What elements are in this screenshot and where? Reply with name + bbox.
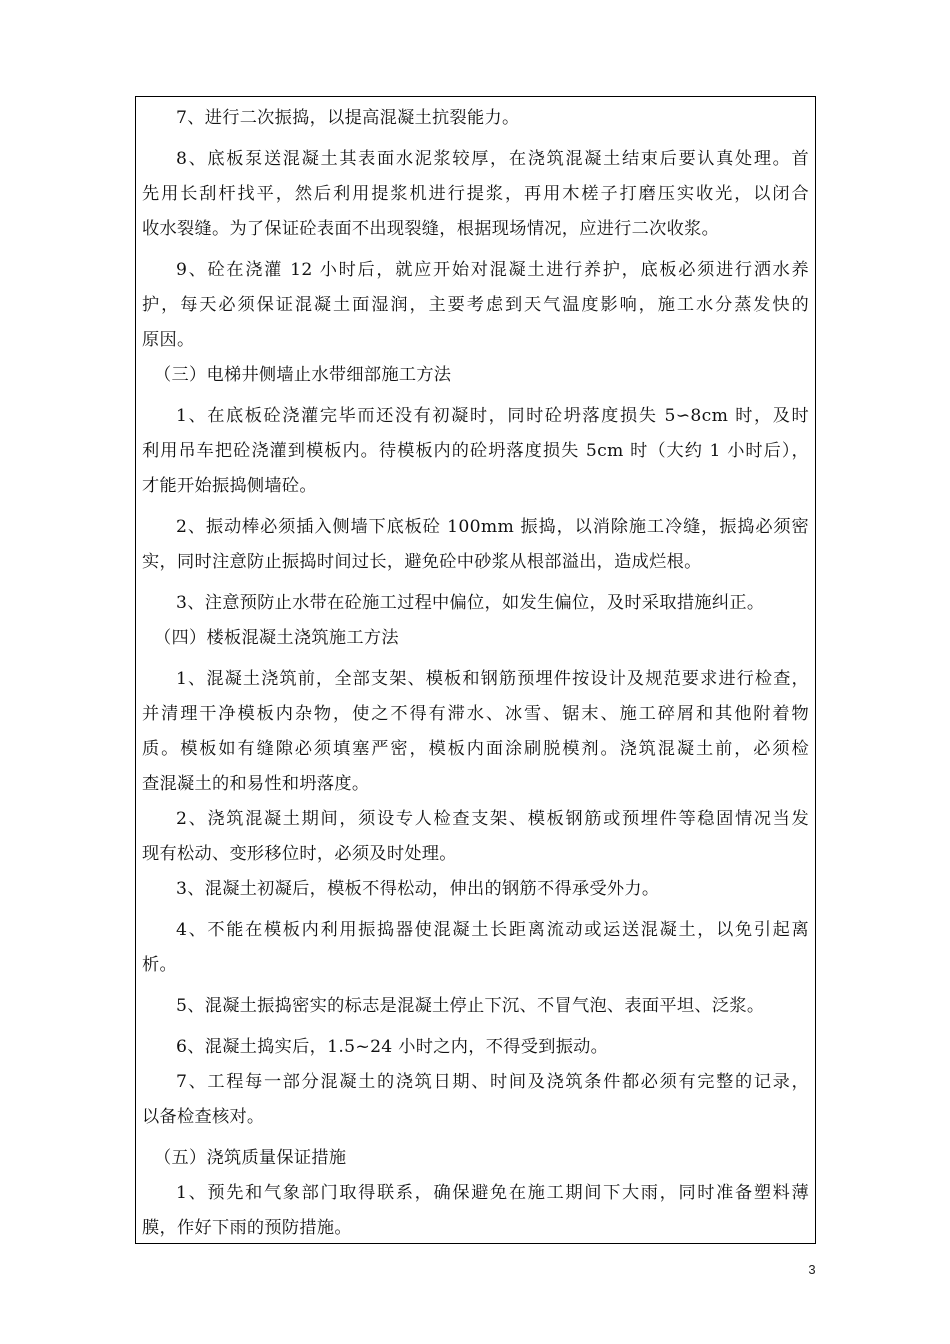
- section-heading: （四）楼板混凝土浇筑施工方法: [154, 628, 399, 648]
- text-line: 收水裂缝。为了保证砼表面不出现裂缝，根据现场情况，应进行二次收浆。: [142, 219, 720, 239]
- text-line: 9、砼在浇灌 12 小时后，就应开始对混凝土进行养护，底板必须进行洒水养: [176, 260, 809, 280]
- text-line: 1、在底板砼浇灌完毕而还没有初凝时，同时砼坍落度损失 5∽8cm 时，及时: [176, 406, 809, 426]
- text-line: 2、浇筑混凝土期间，须设专人检查支架、模板钢筋或预埋件等稳固情况当发: [176, 809, 809, 829]
- text-line: 利用吊车把砼浇灌到模板内。待模板内的砼坍落度损失 5cm 时（大约 1 小时后），: [142, 441, 809, 461]
- document-frame: [135, 96, 816, 1244]
- text-line: 2、振动棒必须插入侧墙下底板砼 100mm 振捣，以消除施工冷缝，振捣必须密: [176, 517, 809, 537]
- text-line: 3、混凝土初凝后，模板不得松动，伸出的钢筋不得承受外力。: [176, 879, 660, 899]
- text-line: 5、混凝土振捣密实的标志是混凝土停止下沉、不冒气泡、表面平坦、泛浆。: [176, 996, 765, 1016]
- text-line: 质。模板如有缝隙必须填塞严密，模板内面涂刷脱模剂。浇筑混凝土前，必须检: [142, 739, 809, 759]
- text-line: 以备检查核对。: [142, 1107, 265, 1127]
- text-line: 并清理干净模板内杂物，使之不得有滞水、冰雪、锯末、施工碎屑和其他附着物: [142, 704, 809, 724]
- text-line: 膜，作好下雨的预防措施。: [142, 1218, 352, 1238]
- text-line: 先用长刮杆找平，然后利用提浆机进行提浆，再用木槎子打磨压实收光，以闭合: [142, 184, 809, 204]
- text-line: 7、工程每一部分混凝土的浇筑日期、时间及浇筑条件都必须有完整的记录，: [176, 1072, 809, 1092]
- text-line: 4、不能在模板内利用振捣器使混凝土长距离流动或运送混凝土，以免引起离: [176, 920, 809, 940]
- text-line: 3、注意预防止水带在砼施工过程中偏位，如发生偏位，及时采取措施纠正。: [176, 593, 765, 613]
- text-line: 7、进行二次振捣，以提高混凝土抗裂能力。: [176, 108, 520, 128]
- text-line: 护，每天必须保证混凝土面湿润，主要考虑到天气温度影响，施工水分蒸发快的: [142, 295, 809, 315]
- document-body: [142, 101, 809, 1244]
- page-number: 3: [808, 1262, 816, 1277]
- text-line: 原因。: [142, 330, 195, 350]
- text-line: 才能开始振捣侧墙砼。: [142, 476, 317, 496]
- text-line: 查混凝土的和易性和坍落度。: [142, 774, 370, 794]
- text-line: 1、预先和气象部门取得联系，确保避免在施工期间下大雨，同时准备塑料薄: [176, 1183, 809, 1203]
- text-line: 实，同时注意防止振捣时间过长，避免砼中砂浆从根部溢出，造成烂根。: [142, 552, 702, 572]
- text-line: 6、混凝土捣实后，1.5~24 小时之内，不得受到振动。: [176, 1037, 609, 1057]
- text-line: 1、混凝土浇筑前，全部支架、模板和钢筋预埋件按设计及规范要求进行检查，: [176, 669, 809, 689]
- section-heading: （三）电梯井侧墙止水带细部施工方法: [154, 365, 452, 385]
- section-heading: （五）浇筑质量保证措施: [154, 1148, 347, 1168]
- text-line: 8、底板泵送混凝土其表面水泥浆较厚，在浇筑混凝土结束后要认真处理。首: [176, 149, 809, 169]
- text-line: 析。: [142, 955, 177, 975]
- text-line: 现有松动、变形移位时，必须及时处理。: [142, 844, 457, 864]
